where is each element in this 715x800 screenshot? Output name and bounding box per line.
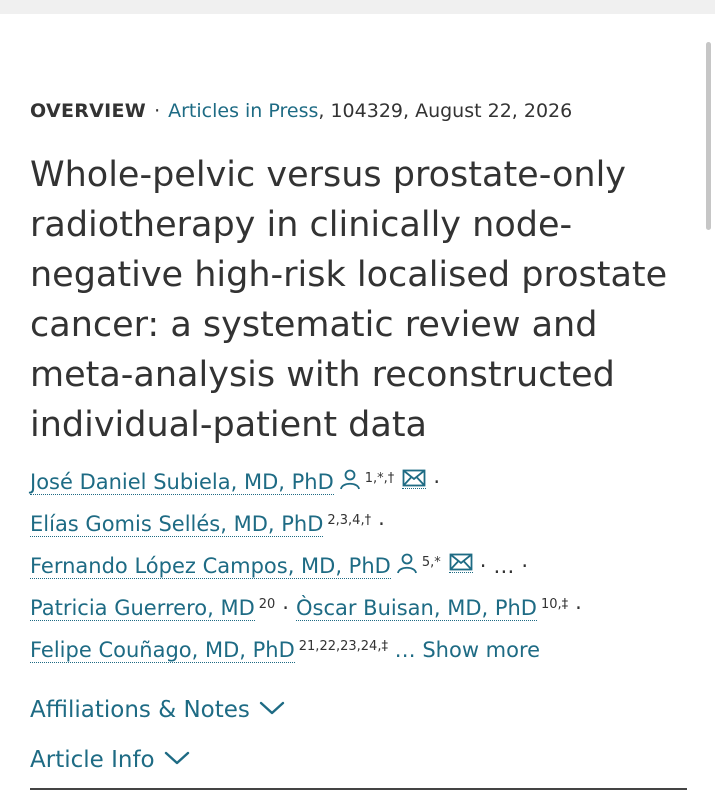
author-link[interactable]: Fernando López Campos, MD, PhD [30, 554, 391, 578]
article-type: OVERVIEW [30, 100, 147, 122]
section-divider [30, 788, 687, 790]
affiliations-notes-label: Affiliations & Notes [30, 697, 250, 723]
affiliations-notes-toggle[interactable] [30, 695, 286, 726]
author-line [30, 463, 700, 505]
author-line [30, 547, 700, 589]
author-line [30, 631, 700, 673]
meta-separator: · [154, 100, 161, 122]
author-link[interactable]: Òscar Buisan, MD, PhD [295, 596, 537, 620]
article-title: Whole-pelvic versus prostate-only radiotherapy in clinically node-negative high-risk localised prostate cancer: a systematic review and meta-analysis with reconstructed individual-patient data [30, 155, 668, 445]
author-line [30, 589, 700, 631]
mail-icon[interactable] [449, 553, 473, 573]
browser-top-bar [0, 0, 715, 14]
author-separator: · [575, 596, 582, 620]
citation-text: , 104329, August 22, 2026 [318, 100, 573, 122]
author-link[interactable]: Elías Gomis Sellés, MD, PhD [30, 512, 324, 536]
author-affiliation-sup: 21,22,23,24,‡ [298, 639, 388, 654]
author-separator: · [433, 470, 440, 494]
author-affiliation-sup: 2,3,4,† [327, 513, 372, 528]
author-line [30, 505, 700, 547]
author-link[interactable]: Patricia Guerrero, MD [30, 596, 255, 620]
author-affiliation-sup: 5,* [421, 555, 441, 570]
article-info-toggle[interactable] [30, 745, 191, 776]
article-meta [30, 98, 572, 124]
author-affiliation-sup: 10,‡ [540, 597, 569, 612]
author-separator: · [521, 554, 529, 578]
author-ellipsis: … [493, 554, 515, 578]
chevron-down-icon [163, 744, 191, 774]
scrollbar[interactable] [706, 42, 711, 230]
person-icon[interactable] [396, 552, 418, 574]
journal-link[interactable]: Articles in Press [168, 100, 319, 122]
author-link[interactable]: José Daniel Subiela, MD, PhD [30, 470, 334, 494]
author-separator: · [282, 596, 289, 620]
author-link[interactable]: Felipe Couñago, MD, PhD [30, 638, 295, 662]
mail-icon[interactable] [402, 469, 426, 489]
author-separator: · [479, 554, 487, 578]
person-icon[interactable] [339, 468, 361, 490]
author-affiliation-sup: 1,*,† [364, 471, 395, 486]
show-more-link[interactable]: … Show more [394, 638, 541, 662]
chevron-down-icon [258, 694, 286, 724]
article-info-label: Article Info [30, 747, 155, 773]
author-separator: · [378, 512, 385, 536]
author-list [30, 463, 700, 673]
author-affiliation-sup: 20 [258, 597, 276, 612]
